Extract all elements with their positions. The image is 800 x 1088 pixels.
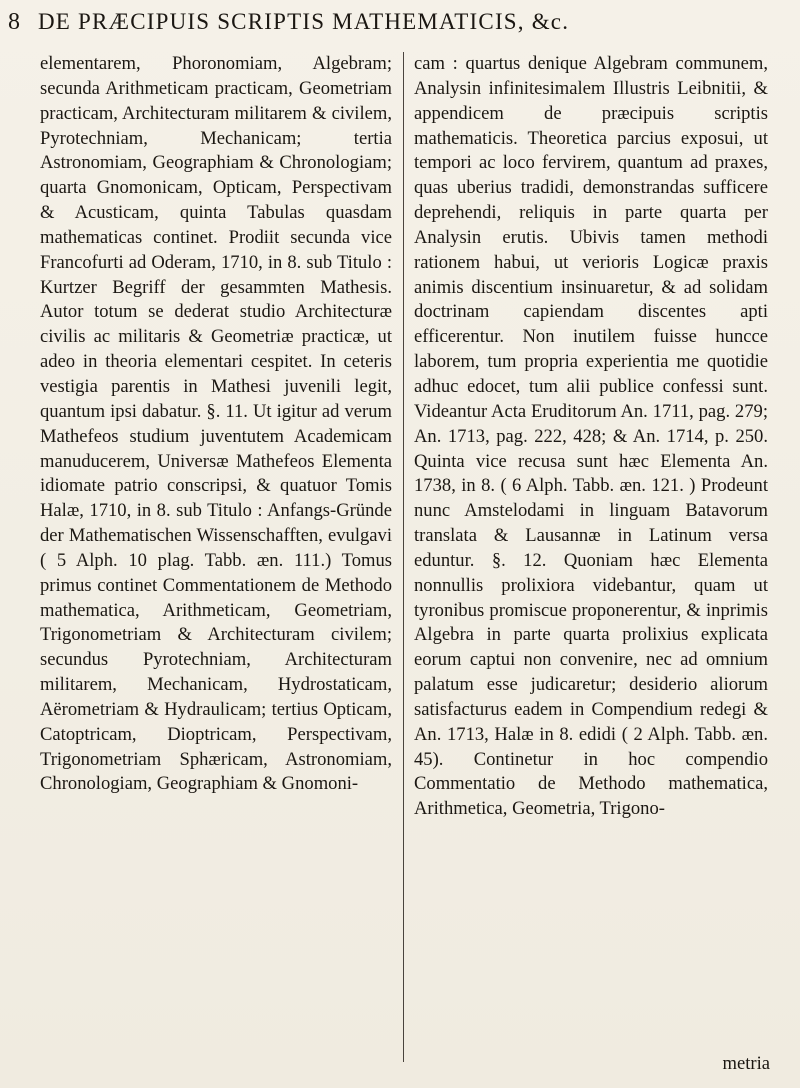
column-divider [403,52,404,1062]
catchword: metria [722,1053,770,1074]
left-column [40,52,392,797]
page-number: 8 [8,9,20,35]
right-column-text: cam : quartus denique Algebram communem, Analysin infinitesimalem Illustris Leibnitii, & appendicem de præcipuis scriptis mathematicis. Theoretica parcius exposui, ut tempori ac loco fervirem, quantum ad praxes, quas uberius tradidi, demonstrandas sufficere deprehendi, reliquis in parte quarta per Analysin erutis. Ubivis tamen methodi rationem habui, ut verioris Logicæ praxis animis discentium insinuaretur, & ad solidam doctrinam capiendam discentes apti efficerentur. Non inutilem fuisse huncce laborem, tum propria experientia me quotidie adhuc edocet, tum alii publice confessi sunt. Videantur Acta Eruditorum An. 1711, pag. 279; An. 1713, pag. 222, 428; & An. 1714, p. 250. Quinta vice recusa sunt hæc Elementa An. 1738, in 8. ( 6 Alph. Tabb. æn. 121. ) Prodeunt nunc Amstelodami in linguam Batavorum translata & Lausannæ in Latinum versa eduntur. §. 12. Quoniam hæc Elementa nonnullis prolixiora videbantur, quam ut tyronibus promiscue proponerentur, & inprimis Algebra in parte quarta prolixius explicata eorum captui non convenire, nec ad omnium palatum esse judicaretur; desiderio aliorum satisfacturus eadem in Compendium redegi & An. 1713, Halæ in 8. edidi ( 2 Alph. Tabb. æn. 45). Continetur in hoc compendio Commentatio de Methodo mathematica, Arithmetica, Geometria, Trigono- [414,53,768,820]
right-column [414,52,768,822]
left-column-text: elementarem, Phoronomiam, Algebram; secunda Arithmeticam practicam, Geometriam practicam, Architecturam militarem & civilem, Pyrotechniam, Mechanicam; tertia Astronomiam, Geographiam & Chronologiam; quarta Gnomonicam, Opticam, Perspectivam & Acusticam, quinta Tabulas quasdam mathematicas continet. Prodiit secunda vice Francofurti ad Oderam, 1710, in 8. sub Titulo : Kurtzer Begriff der gesammten Mathesis. Autor totum se dederat studio Architecturæ civilis ac militaris & Geometriæ practicæ, ut adeo in theoria elementari cespitet. In ceteris vestigia parentis in Mathesi juvenili legit, quantum ipsi dabatur. §. 11. Ut igitur ad verum Mathefeos studium juventutem Academicam manuducerem, Universæ Mathefeos Elementa idiomate patrio conscripsi, & quatuor Tomis Halæ, 1710, in 8. sub Titulo : Anfangs-Gründe der Mathematischen Wissenschafften, evulgavi ( 5 Alph. 10 plag. Tabb. æn. 111.) Tomus primus continet Commentationem de Methodo mathematica, Arithmeticam, Geometriam, Trigonometriam & Architecturam civilem; secundus Pyrotechniam, Architecturam militarem, Mechanicam, Hydrostaticam, Aërometriam & Hydraulicam; tertius Opticam, Catoptricam, Dioptricam, Perspectivam, Trigonometriam Sphæricam, Astronomiam, Chronologiam, Geographiam & Gnomoni- [40,53,392,795]
running-title: DE PRÆCIPUIS SCRIPTIS MATHEMATICIS, &c. [38,9,570,34]
page-header [8,4,792,40]
